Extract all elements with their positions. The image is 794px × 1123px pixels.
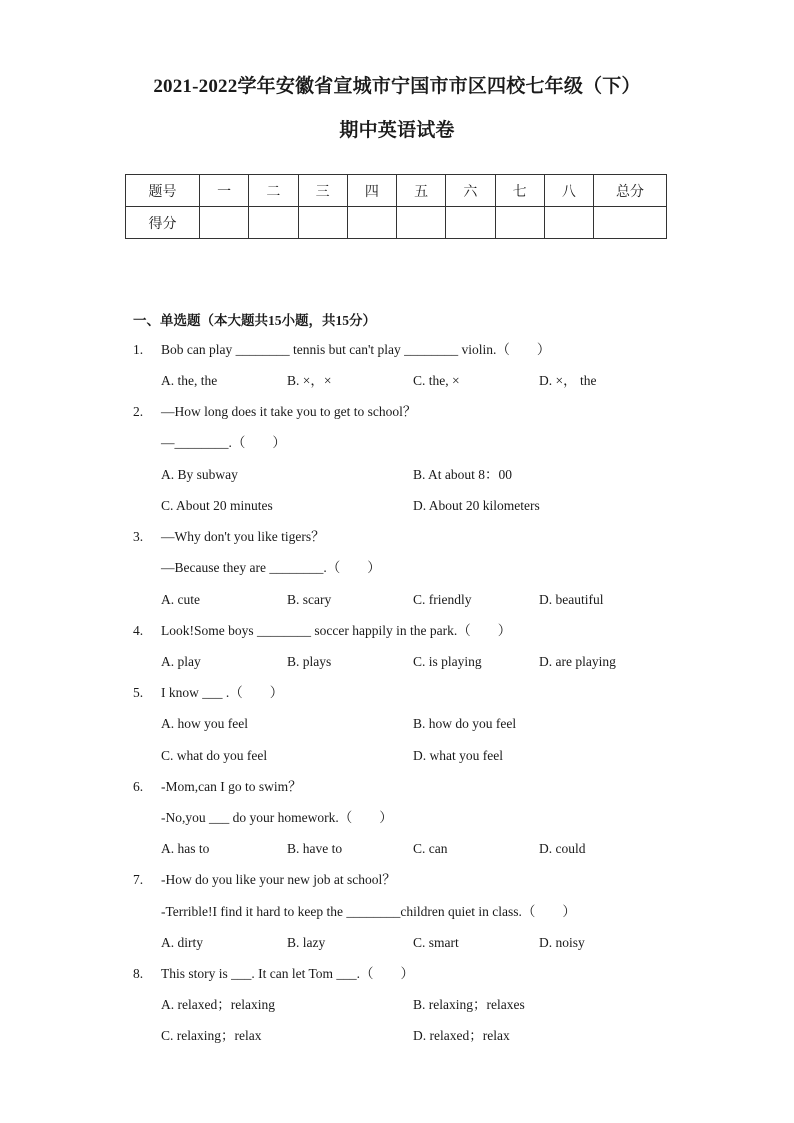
option-c[interactable]: C. smart: [413, 935, 459, 950]
question-stem: Look!Some boys ________ soccer happily in the park.（ ）: [161, 623, 512, 638]
score-cell: [200, 207, 249, 239]
question-number: 6.: [133, 779, 144, 794]
option-d[interactable]: D. About 20 kilometers: [413, 498, 540, 513]
score-row-label: 得分: [126, 207, 200, 239]
option-c[interactable]: C. can: [413, 841, 448, 856]
option-c[interactable]: C. friendly: [413, 592, 472, 607]
option-a[interactable]: A. cute: [161, 592, 200, 607]
question-stem-line: -No,you ___ do your homework.（ ）: [161, 810, 393, 825]
score-header-cell: 六: [446, 175, 495, 207]
option-a[interactable]: A. play: [161, 654, 201, 669]
option-c[interactable]: C. relaxing；relax: [161, 1028, 262, 1043]
question-stem-line: —Because they are ________.（ ）: [161, 560, 381, 575]
question-stem-line: -Terrible!I find it hard to keep the ________children quiet in class.（ ）: [161, 904, 576, 919]
question-stem: Bob can play ________ tennis but can't play ________ violin.（ ）: [161, 342, 551, 357]
score-header-cell: 一: [200, 175, 249, 207]
question-number: 2.: [133, 404, 144, 419]
option-a[interactable]: A. the, the: [161, 373, 218, 388]
question-stem: -Mom,can I go to swim？: [161, 779, 302, 794]
question-number: 7.: [133, 872, 144, 887]
score-cell: [347, 207, 396, 239]
exam-subtitle: 期中英语试卷: [339, 120, 455, 141]
score-table-header-row: [126, 175, 667, 207]
option-b[interactable]: B. relaxing；relaxes: [413, 997, 525, 1012]
question-stem: —How long does it take you to get to school？: [161, 404, 417, 419]
section-heading: 一、单选题（本大题共15小题，共15分）: [133, 313, 376, 328]
option-c[interactable]: C. About 20 minutes: [161, 498, 273, 513]
score-header-cell: 题号: [126, 175, 200, 207]
question-stem-line: —________.（ ）: [161, 435, 286, 450]
score-header-cell: 二: [249, 175, 298, 207]
option-d[interactable]: D. noisy: [539, 935, 585, 950]
score-cell: [544, 207, 593, 239]
option-d[interactable]: D. relaxed；relax: [413, 1028, 510, 1043]
option-d[interactable]: D. beautiful: [539, 592, 604, 607]
option-a[interactable]: A. By subway: [161, 467, 238, 482]
score-header-cell: 三: [298, 175, 347, 207]
option-b[interactable]: B. ×，×: [287, 373, 332, 388]
option-b[interactable]: B. how do you feel: [413, 716, 517, 731]
exam-title: 2021-2022学年安徽省宣城市宁国市市区四校七年级（下）: [153, 76, 641, 97]
question-stem: —Why don't you like tigers？: [161, 529, 325, 544]
question-number: 3.: [133, 529, 144, 544]
score-header-cell: 四: [347, 175, 396, 207]
question-stem: -How do you like your new job at school？: [161, 872, 396, 887]
option-d[interactable]: D. what you feel: [413, 748, 503, 763]
score-header-cell: 七: [495, 175, 544, 207]
question-stem: I know ___ .（ ）: [161, 685, 284, 700]
score-table-score-row: [126, 207, 667, 239]
option-d[interactable]: D. could: [539, 841, 586, 856]
option-c[interactable]: C. the, ×: [413, 373, 460, 388]
option-b[interactable]: B. scary: [287, 592, 332, 607]
option-b[interactable]: B. At about 8：00: [413, 467, 513, 482]
option-b[interactable]: B. lazy: [287, 935, 326, 950]
question-number: 5.: [133, 685, 144, 700]
score-cell: [249, 207, 298, 239]
score-cell: [397, 207, 446, 239]
option-a[interactable]: A. dirty: [161, 935, 203, 950]
score-cell: [446, 207, 495, 239]
score-cell: [594, 207, 667, 239]
question-number: 8.: [133, 966, 144, 981]
option-b[interactable]: B. plays: [287, 654, 332, 669]
option-a[interactable]: A. relaxed；relaxing: [161, 997, 275, 1012]
option-d[interactable]: D. ×， the: [539, 373, 597, 388]
question-number: 4.: [133, 623, 144, 638]
option-a[interactable]: A. has to: [161, 841, 210, 856]
option-c[interactable]: C. what do you feel: [161, 748, 268, 763]
option-c[interactable]: C. is playing: [413, 654, 482, 669]
score-header-cell: 总分: [594, 175, 667, 207]
score-table: [125, 174, 667, 239]
score-header-cell: 五: [397, 175, 446, 207]
option-a[interactable]: A. how you feel: [161, 716, 248, 731]
question-stem: This story is ___. It can let Tom ___.（ ）: [161, 966, 415, 981]
option-d[interactable]: D. are playing: [539, 654, 616, 669]
score-cell: [495, 207, 544, 239]
score-header-cell: 八: [544, 175, 593, 207]
option-b[interactable]: B. have to: [287, 841, 343, 856]
question-number: 1.: [133, 342, 144, 357]
score-cell: [298, 207, 347, 239]
